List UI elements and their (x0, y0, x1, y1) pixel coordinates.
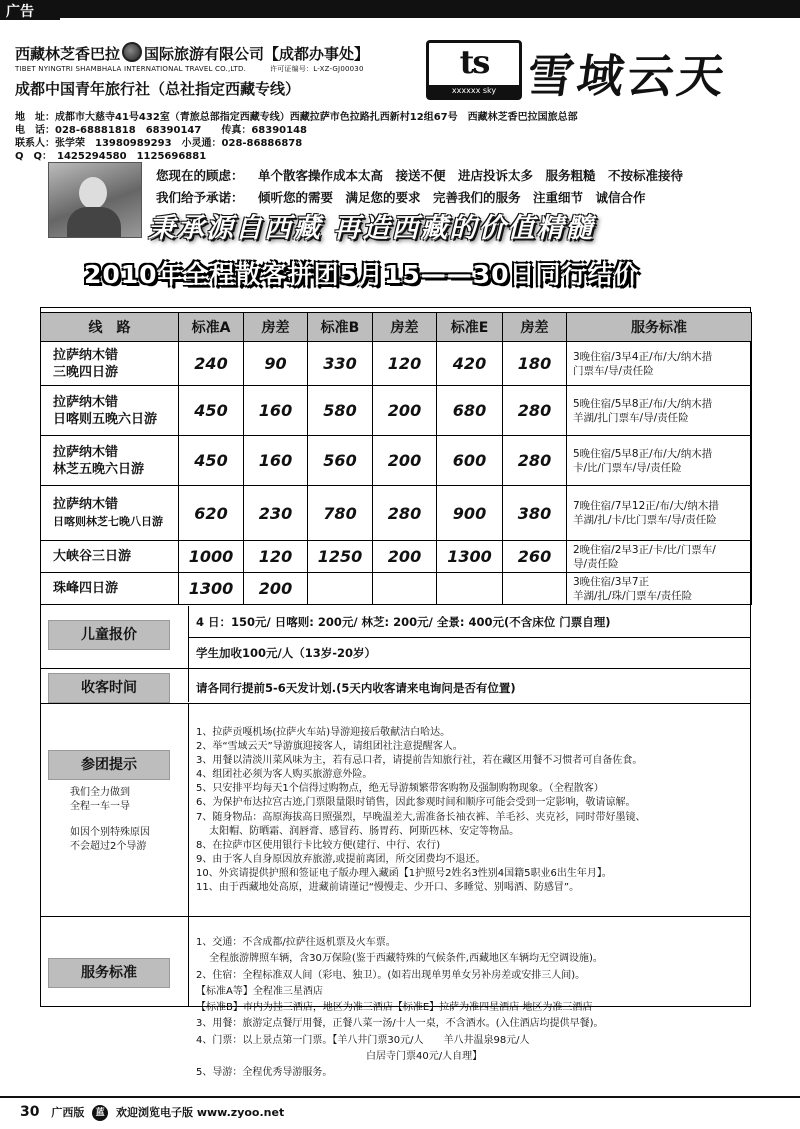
license-number: 许可证编号：L-XZ-GJ00030 (270, 65, 364, 73)
edition-badge: 蓝 (92, 1105, 108, 1121)
service-line: 羊湖/扎/卡/比门票车/导/责任险 (573, 514, 717, 526)
header-service: 服务标准 (567, 313, 752, 342)
top-bar (0, 0, 800, 20)
section-divider (188, 606, 189, 702)
price-b: 330 (308, 342, 373, 386)
service-cell (567, 573, 752, 605)
service-line: 卡/比/门票车/导/责任险 (573, 461, 682, 474)
service-item: 【标准A等】全程准三星酒店 (196, 985, 323, 997)
route-name: 珠峰四日游 (53, 581, 119, 596)
header-std-e: 标准E (437, 313, 503, 342)
child-photo (48, 162, 142, 238)
note-line: 如因个别特殊原因 (70, 827, 150, 838)
price-b (308, 573, 373, 605)
photo-body (67, 207, 121, 237)
child-price-line2: 学生加收100元/人（13岁-20岁） (196, 646, 376, 660)
diff-a: 90 (244, 342, 308, 386)
table-header-row (41, 313, 752, 342)
route-cell (41, 541, 179, 573)
route-name: 拉萨纳木错 (53, 347, 119, 363)
table-row (41, 386, 752, 436)
route-name: 拉萨纳木错 (53, 444, 119, 460)
service-line: 羊湖/扎/珠/门票车/责任险 (573, 589, 693, 602)
service-line: 7晚住宿/7早12正/布/大/纳木措 (573, 500, 719, 512)
service-label: 服务标准 (48, 958, 170, 988)
header-std-a: 标准A (179, 313, 244, 342)
tip-item: 11、由于西藏地处高原，进藏前请谨记“慢慢走、少开口、多睡觉、别喝酒、防感冒”。 (196, 882, 580, 894)
price-a: 450 (179, 436, 244, 486)
price-a: 620 (179, 486, 244, 541)
ts-logo-mark: ts (459, 43, 489, 81)
service-line: 门票车/导/责任险 (573, 364, 654, 377)
page-number: 30 (20, 1104, 40, 1120)
service-item: 5、导游：全程优秀导游服务。 (196, 1067, 333, 1079)
booking-text: 请各同行提前5-6天发计划.(5天内收客请来电询问是否有位置) (196, 681, 516, 695)
table-row (41, 342, 752, 386)
service-cell (567, 386, 752, 436)
diff-b (373, 573, 437, 605)
slogan: 秉承源自西藏 再造西藏的价值精髓 (148, 213, 595, 244)
route-cell (41, 486, 179, 541)
tips-note-2 (70, 826, 150, 854)
tip-item: 4、组团社必须为客人购买旅游意外险。 (196, 769, 373, 781)
promise-text: 倾听您的需要 满足您的要求 完善我们的服务 注重细节 诚信合作 (258, 190, 646, 205)
tip-item: 3、用餐以清淡川菜风味为主，若有忌口者，请提前告知旅行社，若在藏区用餐不习惯者可自备佐食。 (196, 755, 643, 767)
service-line: 羊湖/扎门票车/导/责任险 (573, 411, 689, 424)
note-line: 不会超过2个导游 (70, 841, 147, 852)
header-room-diff-b: 房差 (373, 313, 437, 342)
promise-key: 我们给予承诺： (156, 190, 244, 205)
table-row (41, 541, 752, 573)
footer-rule (0, 1096, 800, 1098)
price-a: 240 (179, 342, 244, 386)
price-e: 1300 (437, 541, 503, 573)
tip-item: 太阳帽、防晒霜、润唇膏、感冒药、肠胃药、阿斯匹林、安定等物品。 (196, 825, 520, 837)
price-b: 560 (308, 436, 373, 486)
service-item: 【标准B】市内为挂三酒店，地区为准三酒店【标准E】拉萨为准四星酒店 地区为准三酒店 (196, 1002, 593, 1014)
header-std-b: 标准B (308, 313, 373, 342)
company-english (15, 64, 364, 74)
tip-item: 1、拉萨贡嘎机场(拉萨火车站)导游迎接后敬献洁白哈达。 (196, 727, 451, 738)
tip-item: 6、为保护布达拉宫古迹,门票限量限时销售，因此参观时间和顺序可能会受到一定影响，敬请谅解。 (196, 797, 636, 809)
service-line: 导/责任险 (573, 557, 619, 570)
diff-a: 160 (244, 436, 308, 486)
diff-b: 120 (373, 342, 437, 386)
price-b: 1250 (308, 541, 373, 573)
diff-a: 200 (244, 573, 308, 605)
child-price-line1: 4 日：150元/ 日喀则: 200元/ 林芝: 200元/ 全景: 400元(不含床位 门票自理) (196, 615, 611, 629)
top-rule (60, 18, 800, 20)
note-line: 全程一车一导 (70, 801, 130, 812)
ts-logo-sub: xxxxxx sky (429, 85, 519, 97)
contact-address: 地 址：成都市大慈寺41号432室（青旅总部指定西藏专线）西藏拉萨市色拉路扎西新村12组67号 西藏林芝香巴拉国旅总部 (15, 112, 578, 123)
service-cell (567, 342, 752, 386)
table-row (41, 486, 752, 541)
price-e: 900 (437, 486, 503, 541)
route-days: 日喀则林芝七晚八日游 (53, 515, 163, 528)
price-a: 1300 (179, 573, 244, 605)
service-item: 3、用餐：旅游定点餐厅用餐，正餐八菜一汤/十人一桌，不含酒水。(入住酒店均提供早餐)。 (196, 1018, 604, 1030)
price-table (40, 312, 752, 605)
route-days: 三晚四日游 (53, 364, 119, 380)
child-price-label: 儿童报价 (48, 620, 170, 650)
service-item: 2、住宿：全程标准双人间（彩电、独卫）。(如若出现单男单女另补房差或安排三人间)。 (196, 969, 586, 981)
diff-b: 200 (373, 436, 437, 486)
price-b: 580 (308, 386, 373, 436)
service-cell (567, 541, 752, 573)
header-route: 线 路 (41, 313, 179, 342)
footer (20, 1104, 284, 1121)
footer-link[interactable]: 欢迎浏览电子版 www.zyoo.net (116, 1106, 285, 1119)
tip-item: 7、随身物品：高原海拔高日照强烈，早晚温差大,需准备长袖衣裤、羊毛衫、夹克衫，同时带好墨镜、 (196, 811, 646, 823)
company-english-name: TIBET NYINGTRI SHAMBHALA INTERNATIONAL TRAVEL CO.,LTD. (15, 65, 247, 73)
route-name: 拉萨纳木错 (53, 394, 119, 410)
table-row (41, 436, 752, 486)
tips-list (196, 726, 646, 895)
edition-name: 广西版 (51, 1106, 85, 1119)
service-cell (567, 436, 752, 486)
diff-e (503, 573, 567, 605)
header-room-diff-a: 房差 (244, 313, 308, 342)
route-cell (41, 573, 179, 605)
route-name: 拉萨纳木错 (53, 497, 119, 512)
calligraphy-logo: 雪域云天 (523, 49, 732, 103)
promise-line (156, 188, 646, 206)
section-rule (40, 668, 751, 669)
price-a: 1000 (179, 541, 244, 573)
diff-e: 280 (503, 436, 567, 486)
company-name-part2: 国际旅游有限公司【成都办事处】 (144, 45, 370, 63)
note-line: 我们全力做到 (70, 787, 130, 798)
booking-label: 收客时间 (48, 673, 170, 703)
tip-item: 2、举“雪域云天”导游旗迎接客人，请组团社注意提醒客人。 (196, 741, 463, 753)
company-name-part1: 西藏林芝香巴拉 (15, 45, 121, 63)
tips-note-1 (70, 786, 130, 814)
diff-a: 230 (244, 486, 308, 541)
route-days: 日喀则五晚六日游 (53, 411, 158, 427)
service-item: 白居寺门票40元/人自理】 (196, 1051, 483, 1063)
diff-b: 200 (373, 386, 437, 436)
tip-item: 9、由于客人自身原因放弃旅游,或提前离团，所交团费均不退还。 (196, 853, 486, 865)
diff-e: 280 (503, 386, 567, 436)
section-rule (40, 916, 751, 917)
service-line: 3晚住宿/3早4正/布/大/纳木措 (573, 350, 713, 363)
price-e: 680 (437, 386, 503, 436)
child-price-split (188, 637, 751, 638)
price-a: 450 (179, 386, 244, 436)
service-list (196, 935, 604, 1082)
globe-icon (122, 42, 142, 62)
company-name (15, 42, 369, 64)
service-item: 1、交通：不含成都/拉萨往返机票及火车票。 (196, 937, 396, 948)
diff-b: 280 (373, 486, 437, 541)
tip-item: 10、外宾请提供护照和签证电子版办理入藏函【1护照号2姓名3性别4国籍5职业6出生年月】。 (196, 867, 612, 879)
tip-item: 8、在拉萨市区使用银行卡比较方便(建行、中行、农行) (196, 839, 441, 851)
concern-text: 单个散客操作成本太高 接送不便 进店投诉太多 服务粗糙 不按标准接待 (258, 168, 684, 183)
diff-b: 200 (373, 541, 437, 573)
concern-key: 您现在的顾虑： (156, 168, 244, 183)
route-name: 大峡谷三日游 (53, 549, 132, 564)
header-room-diff-e: 房差 (503, 313, 567, 342)
price-b: 780 (308, 486, 373, 541)
service-cell (567, 486, 752, 541)
tip-item: 5、只安排平均每天1个信得过购物点，绝无导游频繁带客购物及强制购物现象。（全程散客） (196, 783, 604, 795)
tips-label: 参团提示 (48, 750, 170, 780)
contact-qq: Q Q： 1425294580 1125696881 (15, 151, 207, 162)
service-line: 3晚住宿/3早7正 (573, 575, 650, 588)
table-row (41, 573, 752, 605)
diff-e: 260 (503, 541, 567, 573)
diff-e: 380 (503, 486, 567, 541)
service-item: 全程旅游牌照车辆，含30万保险(鉴于西藏特殊的气候条件,西藏地区车辆均无空调设施)。 (196, 953, 603, 965)
diff-e: 180 (503, 342, 567, 386)
company-subtitle: 成都中国青年旅行社（总社指定西藏专线） (15, 80, 301, 98)
service-line: 5晚住宿/5早8正/布/大/纳木措 (573, 447, 713, 460)
price-e: 600 (437, 436, 503, 486)
route-cell (41, 436, 179, 486)
contact-phone: 电 话：028-68881818 68390147 传真：68390148 (15, 125, 308, 136)
ad-tag: 广告 (6, 4, 34, 20)
contact-people: 联系人：张学荣 13980989293 小灵通：028-86886878 (15, 138, 303, 149)
service-line: 5晚住宿/5早8正/布/大/纳木措 (573, 397, 713, 410)
ts-logo (426, 40, 522, 100)
service-item: 4、门票：以上景点第一门票。【羊八井门票30元/人 羊八井温泉98元/人 (196, 1034, 530, 1046)
route-days: 林芝五晚六日游 (53, 461, 145, 477)
diff-a: 120 (244, 541, 308, 573)
service-line: 2晚住宿/2早3正/卡/比/门票车/ (573, 543, 716, 556)
section-divider (188, 703, 189, 1007)
diff-a: 160 (244, 386, 308, 436)
section-rule (40, 703, 751, 704)
concern-line (156, 166, 683, 184)
headline: 2010年全程散客拼团5月15——30日同行结价 (84, 260, 640, 289)
route-cell (41, 386, 179, 436)
route-cell (41, 342, 179, 386)
price-e: 420 (437, 342, 503, 386)
price-e (437, 573, 503, 605)
photo-face (79, 177, 107, 209)
